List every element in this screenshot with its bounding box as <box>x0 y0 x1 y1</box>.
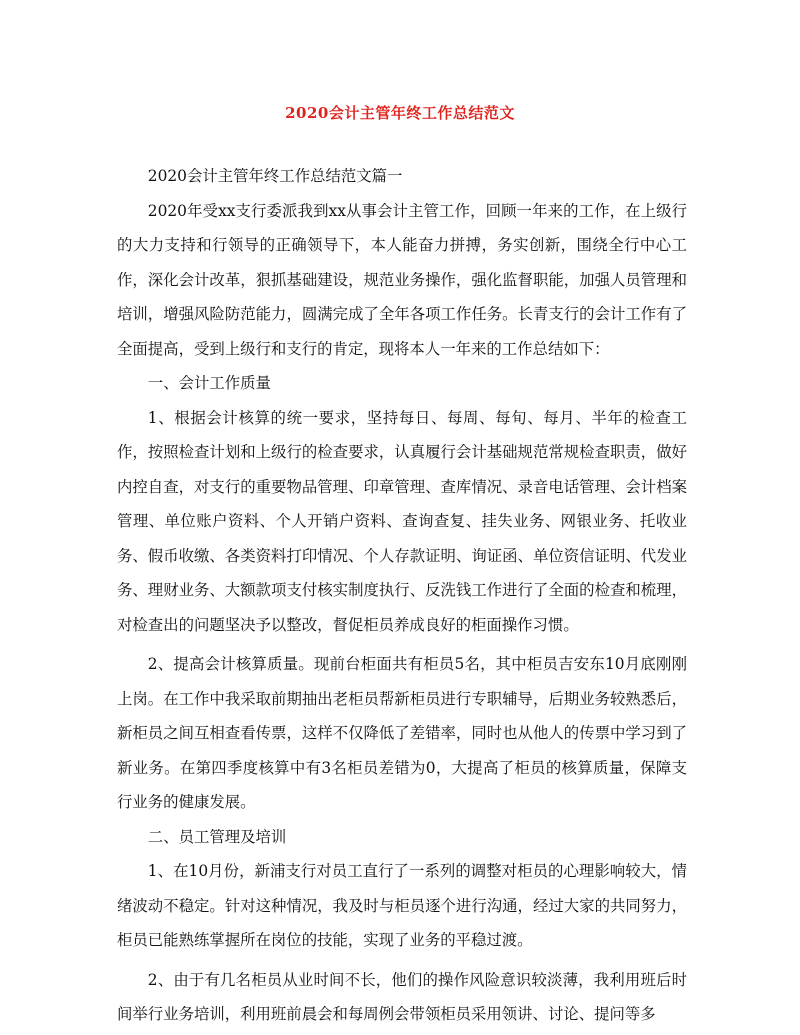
document-title: 2020会计主管年终工作总结范文 <box>285 104 515 122</box>
subheading: 二、员工管理及培训 <box>147 827 287 846</box>
paragraph: 1、根据会计核算的统一要求，坚持每日、每周、每旬、每月、半年的检查工作，按照检查计划和上级行的检查要求，认真履行会计基础规范常规检查职责，做好内控自查，对支行的重要物品管理、印章管理、查库情况、录音电话管理、会计档案管理、单位账户资料、个人开销户资料、查询查复、挂失业务、网银业务、托收业务、假币收缴、各类资料打印情况、个人存款证明、询证函、单位资信证明、代发业务、理财业务、大额款项支付核实制度执行、反洗钱工作进行了全面的检查和梳理，对检查出的问题坚决予以整改，督促柜员养成良好的柜面操作习惯。 <box>117 408 687 634</box>
paragraph: 2、由于有几名柜员从业时间不长，他们的操作风险意识较淡薄，我利用班后时间举行业务培训，利用班前晨会和每周例会带领柜员采用领讲、讨论、提问等多 <box>117 970 687 1023</box>
section-heading: 2020会计主管年终工作总结范文篇一 <box>147 167 403 185</box>
document-body <box>117 159 687 1032</box>
subheading: 一、会计工作质量 <box>147 374 271 392</box>
paragraph: 2、提高会计核算质量。现前台柜面共有柜员5名，其中柜员吉安东10月底刚刚上岗。在工作中我采取前期抽出老柜员帮新柜员进行专职辅导，后期业务较熟悉后，新柜员之间互相查看传票，这样不仅降低了差错率，同时也从他人的传票中学习到了新业务。在第四季度核算中有3名柜员差错为0，大提高了柜员的核算质量，保障支行业务的健康发展。 <box>117 655 687 811</box>
paragraph: 1、在10月份，新浦支行对员工直行了一系列的调整对柜员的心理影响较大，情绪波动不稳定。针对这种情况，我及时与柜员逐个进行沟通，经过大家的共同努力，柜员已能熟练掌握所在岗位的技能，实现了业务的平稳过渡。 <box>117 862 687 949</box>
paragraph: 2020年受xx支行委派我到xx从事会计主管工作，回顾一年来的工作，在上级行的大力支持和行领导的正确领导下，本人能奋力拼搏，务实创新，围绕全行中心工作，深化会计改革，狠抓基础建设，规范业务操作，强化监督职能，加强人员管理和培训，增强风险防范能力，圆满完成了全年各项工作任务。长青支行的会计工作有了全面提高，受到上级行和支行的肯定，现将本人一年来的工作总结如下： <box>117 201 687 358</box>
